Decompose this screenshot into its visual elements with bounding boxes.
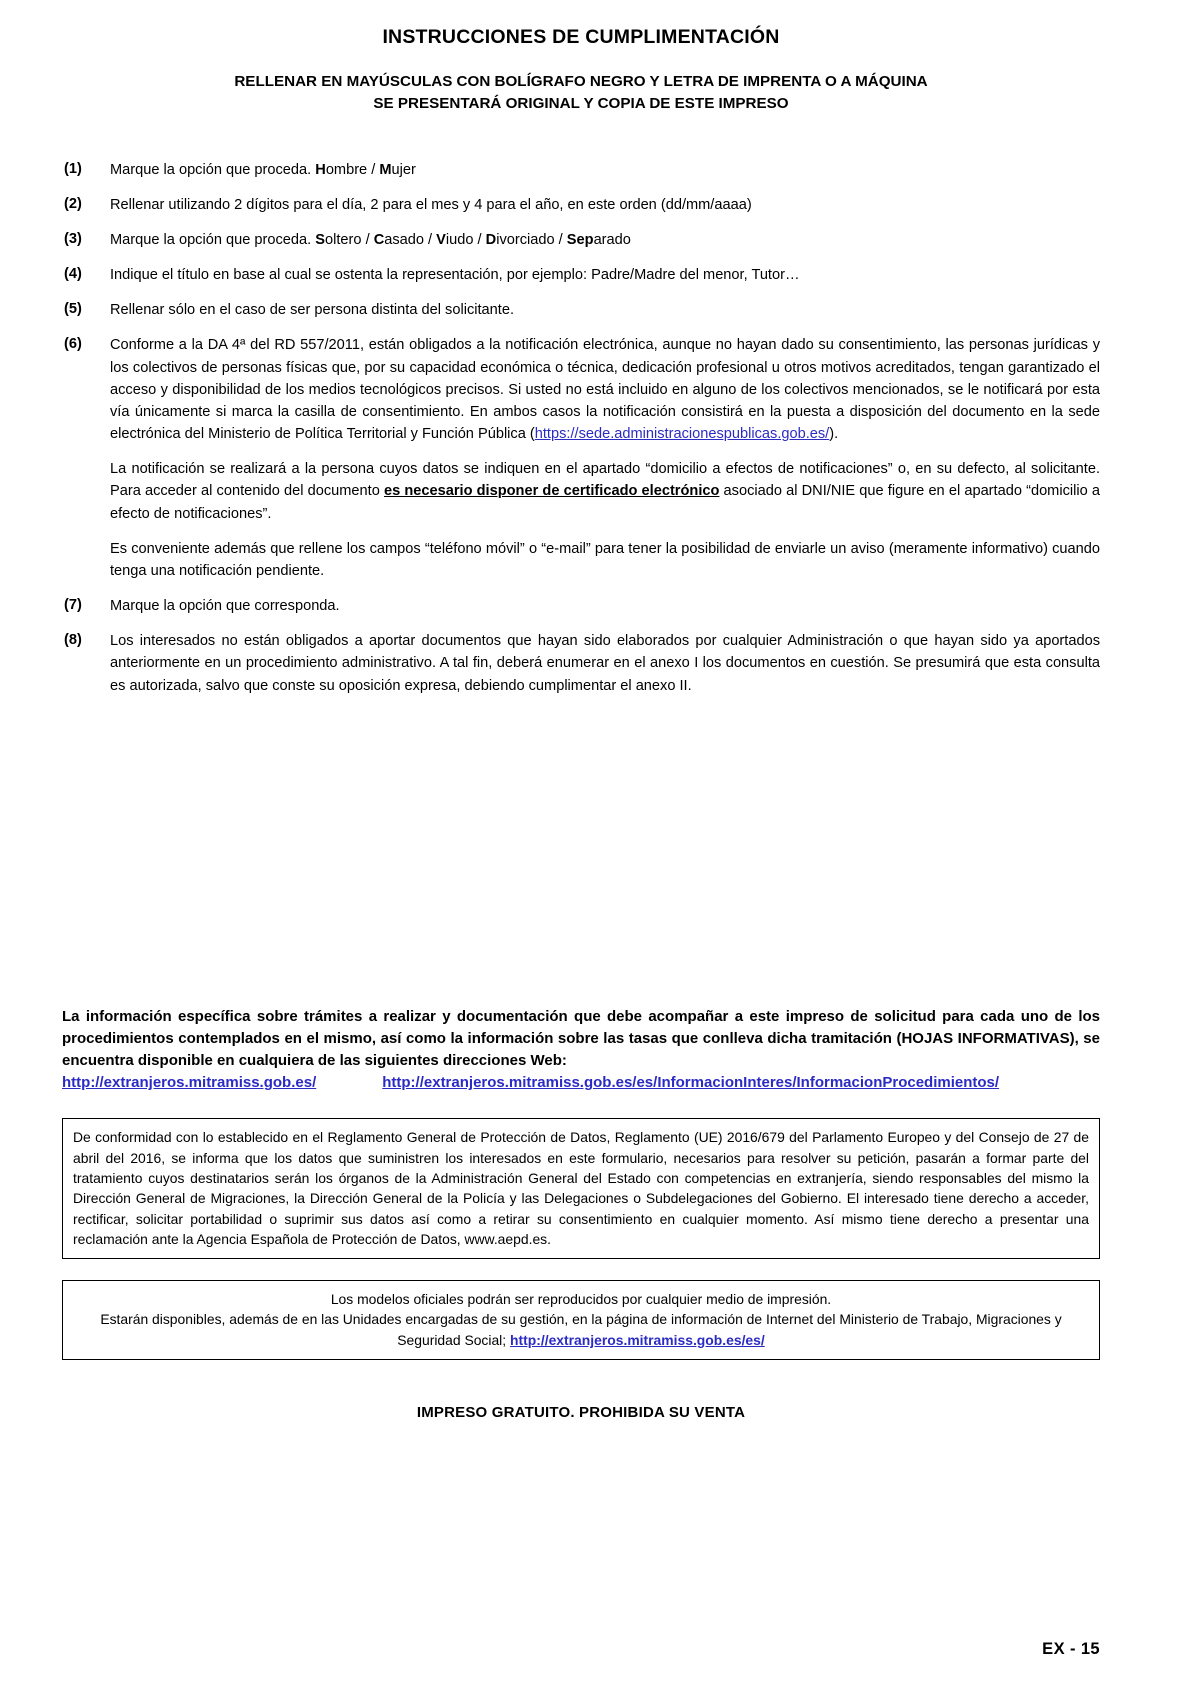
- instruction-text: [110, 299, 1100, 321]
- sede-electronica-link[interactable]: https://sede.administracionespublicas.gob.es/: [534, 426, 830, 443]
- web-info-paragraph: La información específica sobre trámites a realizar y documentación que debe acompañar a este impreso de solicitud para cada uno de los procedimientos contemplados en el mismo, así como la información sobre las tasas que conlleva dicha tramitación (HOJAS INFORMATIVAS), se encuentra disponible en cualquiera de las siguientes direcciones Web:: [62, 1007, 1100, 1070]
- instruction-number: (4): [64, 266, 82, 283]
- extranjeros-es-link[interactable]: http://extranjeros.mitramiss.gob.es/es/: [510, 1331, 765, 1348]
- instruction-3-lead: Marque la opción que proceda.: [110, 231, 316, 248]
- instruction-number: (3): [64, 230, 82, 247]
- gdpr-notice-box: [62, 1118, 1100, 1259]
- instruction-text: [110, 630, 1100, 697]
- extranjeros-procedimientos-link[interactable]: http://extranjeros.mitramiss.gob.es/es/InformacionInteres/InformacionProcedimientos/: [382, 1074, 1000, 1092]
- instruction-item-6: [62, 334, 1100, 582]
- instruction-6-paragraph-1: [110, 334, 1100, 445]
- header-subtitle: [62, 71, 1100, 114]
- option-viudo: Viudo: [436, 231, 474, 248]
- option-divorciado: Divorciado: [485, 231, 555, 248]
- subtitle-line-2: SE PRESENTARÁ ORIGINAL Y COPIA DE ESTE IMPRESO: [373, 94, 789, 112]
- instruction-6-p1-tail: ).: [829, 426, 839, 443]
- repro-line-1: Los modelos oficiales podrán ser reproducidos por cualquier medio de impresión.: [330, 1291, 832, 1308]
- option-soltero: Soltero: [315, 231, 362, 248]
- reproduction-notice-box: [62, 1280, 1100, 1360]
- instruction-text: Marque la opción que proceda. Soltero / Casado / Viudo / Divorciado / Separado: [110, 231, 631, 248]
- page-title: INSTRUCCIONES DE CUMPLIMENTACIÓN: [382, 26, 780, 48]
- free-form-notice: IMPRESO GRATUITO. PROHIBIDA SU VENTA: [416, 1404, 746, 1422]
- instruction-6-paragraph-3: Es conveniente además que rellene los campos “teléfono móvil” o “e-mail” para tener la posibilidad de enviarle un aviso (meramente informativo) cuando tenga una notificación pendiente.: [110, 540, 1100, 579]
- instruction-number: (6): [64, 336, 82, 353]
- instruction-5-text: Rellenar sólo en el caso de ser persona distinta del solicitante.: [110, 302, 514, 319]
- instruction-item-1: [62, 159, 1100, 181]
- repro-line-2: Estarán disponibles, además de en las Unidades encargadas de su gestión, en la página de información de Internet del Ministerio de Trabajo, Migraciones y: [100, 1311, 1062, 1328]
- instruction-item-2: [62, 194, 1100, 216]
- option-separado: Separado: [566, 231, 631, 248]
- extranjeros-home-link[interactable]: http://extranjeros.mitramiss.gob.es/: [62, 1074, 317, 1092]
- instruction-number: (7): [64, 597, 82, 614]
- instruction-number: (8): [64, 632, 82, 649]
- instruction-item-8: [62, 630, 1100, 697]
- instruction-7-text: Marque la opción que corresponda.: [110, 598, 340, 615]
- repro-line-3: [73, 1330, 1089, 1350]
- instruction-text: [110, 194, 1100, 216]
- instruction-item-4: [62, 264, 1100, 286]
- instruction-number: (5): [64, 301, 82, 318]
- instruction-1-lead: Marque la opción que proceda.: [110, 161, 316, 178]
- instruction-8-text: Los interesados no están obligados a aportar documentos que hayan sido elaborados por cualquier Administración o que hayan sido ya aportados anteriormente en un procedimiento administrativo. A tal fin, deberá enumerar en el anexo I los documentos en cuestión. Se presumirá que esta consulta es autorizada, salvo que conste su oposición expresa, debiendo cumplimentar el anexo II.: [110, 633, 1100, 694]
- instruction-item-5: [62, 299, 1100, 321]
- form-code: EX - 15: [1042, 1640, 1100, 1658]
- instruction-6-paragraph-2: [110, 458, 1100, 525]
- repro-line-3-prefix: Seguridad Social;: [397, 1331, 507, 1348]
- option-mujer: Mujer: [379, 161, 416, 178]
- instruction-2-text: Rellenar utilizando 2 dígitos para el día, 2 para el mes y 4 para el año, en este orden (dd/mm/aaaa): [110, 196, 752, 213]
- certificado-electronico-emphasis: es necesario disponer de certificado electrónico: [383, 483, 720, 500]
- blank-spacer: [62, 710, 1100, 1006]
- instruction-text: Marque la opción que proceda. Hombre / Mujer: [110, 161, 416, 178]
- option-hombre: Hombre: [315, 161, 368, 178]
- instructions-list: [62, 159, 1100, 697]
- gdpr-notice-text: De conformidad con lo establecido en el Reglamento General de Protección de Datos, Reglamento (UE) 2016/679 del Parlamento Europeo y del Consejo de 27 de abril del 2016, se informa que los datos que suministren los interesados en este formulario, necesarios para resolver su petición, pasarán a formar parte del tratamiento cuyos destinatarios serán los órganos de la Administración General del Estado con competencias en extranjería, siendo responsables del mismo la Dirección General de Migraciones, la Dirección General de la Policía y las Delegaciones o Subdelegaciones del Gobierno. El interesado tiene derecho a acceder, rectificar, solicitar portabilidad o suprimir sus datos así como a retirar su consentimiento en cualquier momento. Así mismo tiene derecho a presentar una reclamación ante la Agencia Española de Protección de Datos, www.aepd.es.: [73, 1129, 1089, 1247]
- instruction-6-p1-text: Conforme a la DA 4ª del RD 557/2011, están obligados a la notificación electrónica, aunque no hayan dado su consentimiento, las personas jurídicas y los colectivos de personas físicas que, por su capacidad económica o técnica, dedicación profesional u otros motivos acreditados, tengan garantizado el acceso y disponibilidad de los medios tecnológicos precisos. Si usted no está incluido en alguno de los colectivos mencionados, se le notificará por esta vía únicamente si marca la casilla de consentimiento. En ambos casos la notificación consistirá en la puesta a disposición del documento en la sede electrónica del Ministerio de Política Territorial y Función Pública (: [110, 337, 1100, 443]
- instruction-number: (1): [64, 160, 82, 177]
- web-info-links: [62, 1074, 1100, 1091]
- instruction-number: (2): [64, 195, 82, 212]
- instruction-6-p2-tail: asociado al DNI/NIE que figure en el apartado “domicilio a efecto de notificaciones”.: [110, 483, 1100, 522]
- instruction-text: [110, 264, 1100, 286]
- instruction-text: [110, 334, 1100, 582]
- instruction-item-7: [62, 595, 1100, 617]
- instruction-text: [110, 595, 1100, 617]
- instruction-4-text: Indique el título en base al cual se ostenta la representación, por ejemplo: Padre/Madre del menor, Tutor…: [110, 267, 800, 284]
- subtitle-line-1: RELLENAR EN MAYÚSCULAS CON BOLÍGRAFO NEGRO Y LETRA DE IMPRENTA O A MÁQUINA: [234, 73, 928, 91]
- instruction-6-p2-head: La notificación se realizará a la persona cuyos datos se indiquen en el apartado “domicilio a efectos de notificaciones” o, en su defecto, al solicitante. Para acceder al contenido del documento: [110, 461, 1100, 500]
- option-casado: Casado: [373, 231, 424, 248]
- instruction-item-3: [62, 229, 1100, 251]
